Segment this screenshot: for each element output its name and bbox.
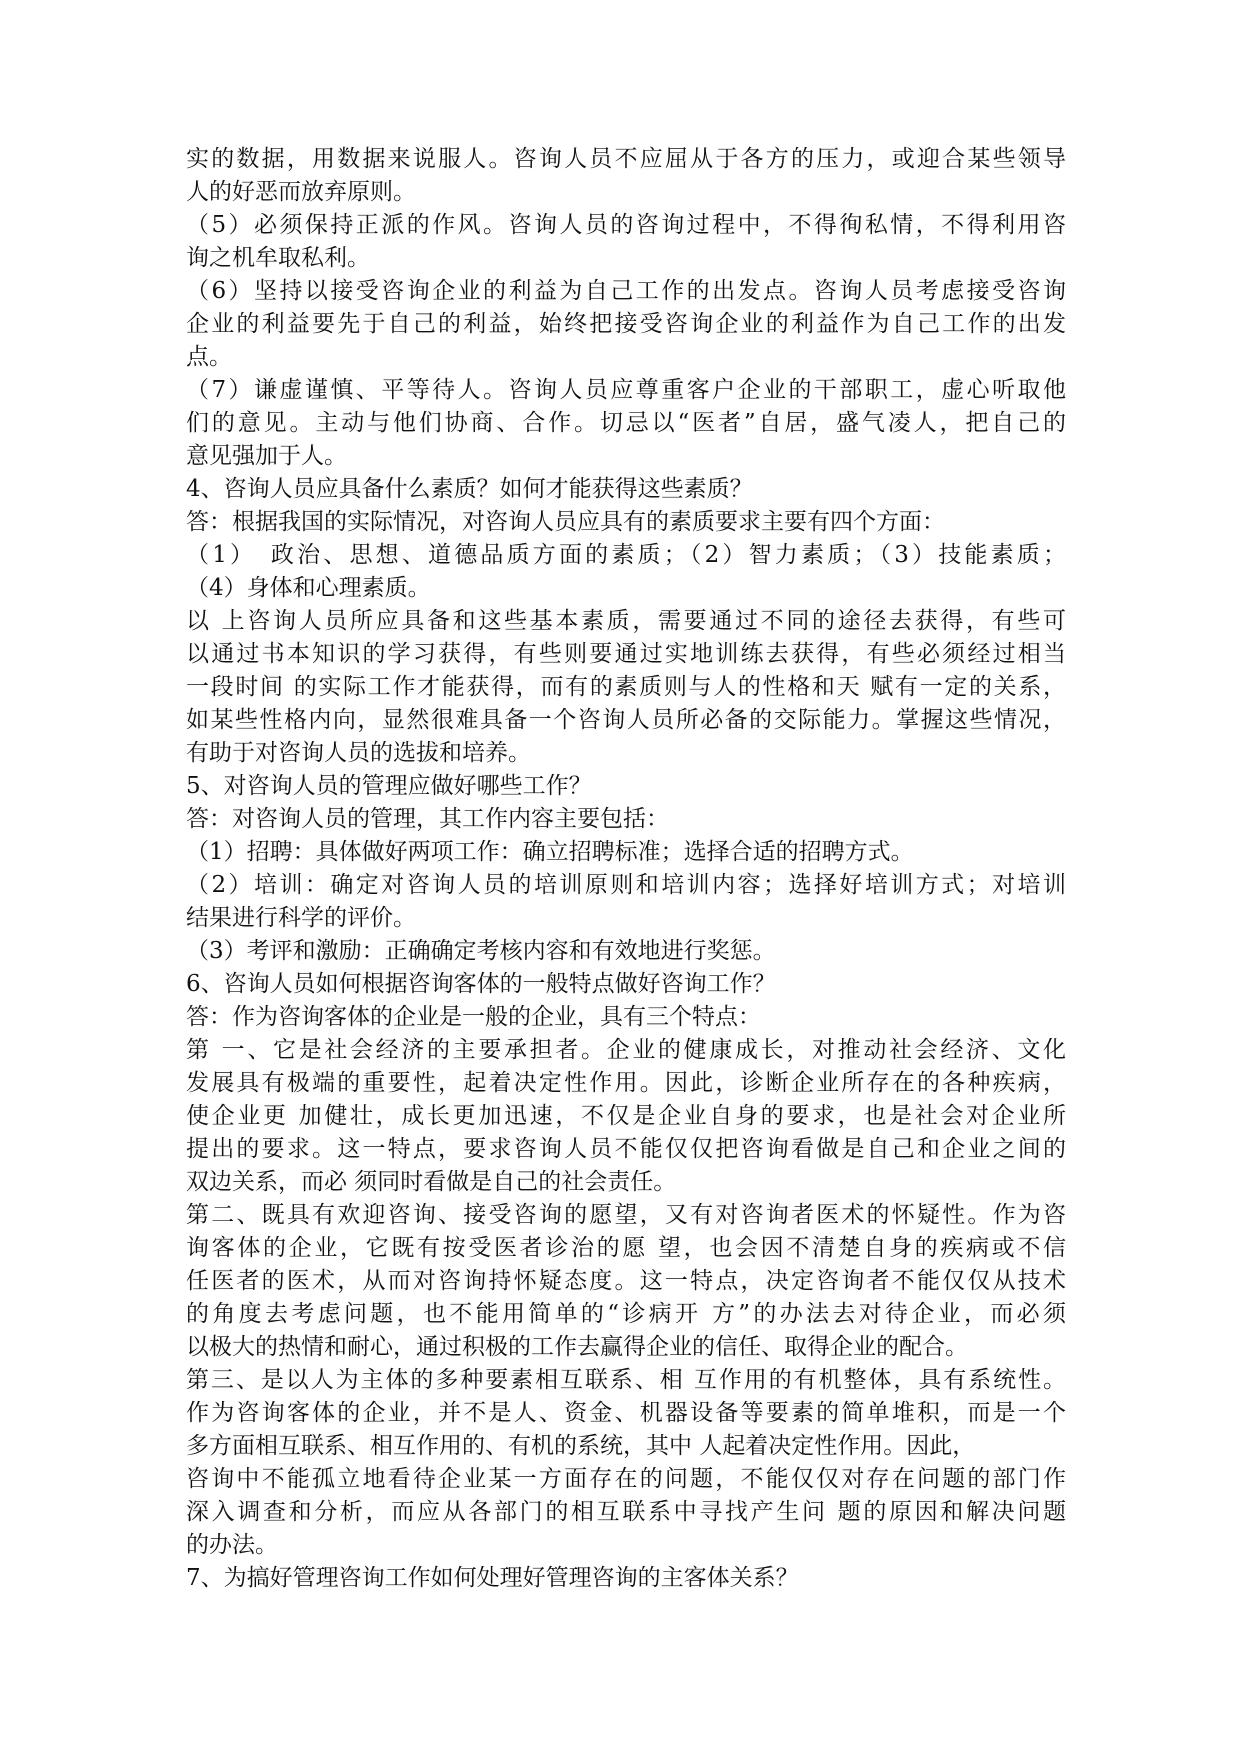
text-line: （7）谦虚谨慎、平等待人。咨询人员应尊重客户企业的干部职工，虚心听取他 (186, 377, 1066, 403)
text-line: 以 上咨询人员所应具备和这些基本素质，需要通过不同的途径去获得，有些可 (186, 608, 1066, 634)
text-line: 作为咨询客体的企业，并不是人、资金、机器设备等要素的简单堆积，而是一个 (186, 1400, 1066, 1426)
text-line: 多方面相互联系、相互作用的、有机的系统，其中 人起着决定性作用。因此， (186, 1433, 976, 1459)
text-line: 有助于对咨询人员的选拔和培养。 (186, 740, 531, 766)
text-line: 第 一、它是社会经济的主要承担者。企业的健康成长，对推动社会经济、文化 (186, 1037, 1066, 1063)
text-line: （1）招聘：具体做好两项工作：确立招聘标准；选择合适的招聘方式。 (186, 839, 914, 865)
question-heading: 7、为搞好管理咨询工作如何处理好管理咨询的主客体关系？ (186, 1565, 799, 1591)
question-heading: 4、咨询人员应具备什么素质？如何才能获得这些素质？ (186, 476, 753, 502)
question-heading: 5、对咨询人员的管理应做好哪些工作？ (186, 773, 592, 799)
text-line: 结果进行科学的评价。 (186, 905, 416, 931)
text-line: 的办法。 (186, 1532, 278, 1558)
text-line: （6）坚持以接受咨询企业的利益为自己工作的出发点。咨询人员考虑接受咨询 (186, 278, 1066, 304)
question-heading: 6、咨询人员如何根据咨询客体的一般特点做好咨询工作？ (186, 971, 776, 997)
text-line: 企业的利益要先于自己的利益，始终把接受咨询企业的利益作为自己工作的出发 (186, 311, 1066, 337)
text-line: （2）培训：确定对咨询人员的培训原则和培训内容；选择好培训方式；对培训 (186, 872, 1066, 898)
text-line: 双边关系，而必 须同时看做是自己的社会责任。 (186, 1169, 677, 1195)
text-line: 发展具有极端的重要性，起着决定性作用。因此，诊断企业所存在的各种疾病， (186, 1070, 1066, 1096)
text-line: 一段时间 的实际工作才能获得，而有的素质则与人的性格和天 赋有一定的关系， (186, 674, 1066, 700)
text-line: 答：对咨询人员的管理，其工作内容主要包括： (186, 806, 669, 832)
text-line: 答：作为咨询客体的企业是一般的企业，具有三个特点： (186, 1004, 761, 1030)
text-line: 们的意见。主动与他们协商、合作。切忌以“医者”自居，盛气凌人，把自己的 (186, 410, 1066, 436)
text-line: 实的数据，用数据来说服人。咨询人员不应屈从于各方的压力，或迎合某些领导 (186, 146, 1066, 172)
text-line: 第二、既具有欢迎咨询、接受咨询的愿望，又有对咨询者医术的怀疑性。作为咨 (186, 1202, 1066, 1228)
text-line: 任医者的医术，从而对咨询持怀疑态度。这一特点，决定咨询者不能仅仅从技术 (186, 1268, 1066, 1294)
text-line: （5）必须保持正派的作风。咨询人员的咨询过程中，不得徇私情，不得利用咨 (186, 212, 1066, 238)
text-line: 如某些性格内向，显然很难具备一个咨询人员所必备的交际能力。掌握这些情况， (186, 707, 1066, 733)
text-line: 询客体的企业，它既有按受医者诊治的愿 望，也会因不清楚自身的疾病或不信 (186, 1235, 1066, 1261)
text-line: 第三、是以人为主体的多种要素相互联系、相 互作用的有机整体，具有系统性。 (186, 1367, 1066, 1393)
text-line: 人的好恶而放弃原则。 (186, 179, 416, 205)
text-line: 以极大的热情和耐心，通过积极的工作去赢得企业的信任、取得企业的配合。 (186, 1334, 968, 1360)
text-line: 的角度去考虑问题，也不能用简单的“诊病开 方”的办法去对待企业，而必须 (186, 1301, 1066, 1327)
text-line: （4）身体和心理素质。 (186, 575, 431, 601)
text-line: 提出的要求。这一特点，要求咨询人员不能仅仅把咨询看做是自己和企业之间的 (186, 1136, 1066, 1162)
text-line: 以通过书本知识的学习获得，有些则要通过实地训练去获得，有些必须经过相当 (186, 641, 1066, 667)
text-line: 咨询中不能孤立地看待企业某一方面存在的问题，不能仅仅对存在问题的部门作 (186, 1466, 1066, 1492)
text-line: （3）考评和激励：正确确定考核内容和有效地进行奖惩。 (186, 938, 776, 964)
text-line: 意见强加于人。 (186, 443, 347, 469)
text-line: 使企业更 加健壮，成长更加迅速，不仅是企业自身的要求，也是社会对企业所 (186, 1103, 1066, 1129)
text-line: （1） 政治、思想、道德品质方面的素质；（2）智力素质；（3）技能素质； (186, 542, 1066, 568)
text-line: 深入调查和分析，而应从各部门的相互联系中寻找产生问 题的原因和解决问题 (186, 1499, 1066, 1525)
text-line: 询之机牟取私利。 (186, 245, 370, 271)
text-line: 答：根据我国的实际情况，对咨询人员应具有的素质要求主要有四个方面： (186, 509, 945, 535)
text-line: 点。 (186, 344, 232, 370)
document-body (186, 143, 1066, 1595)
